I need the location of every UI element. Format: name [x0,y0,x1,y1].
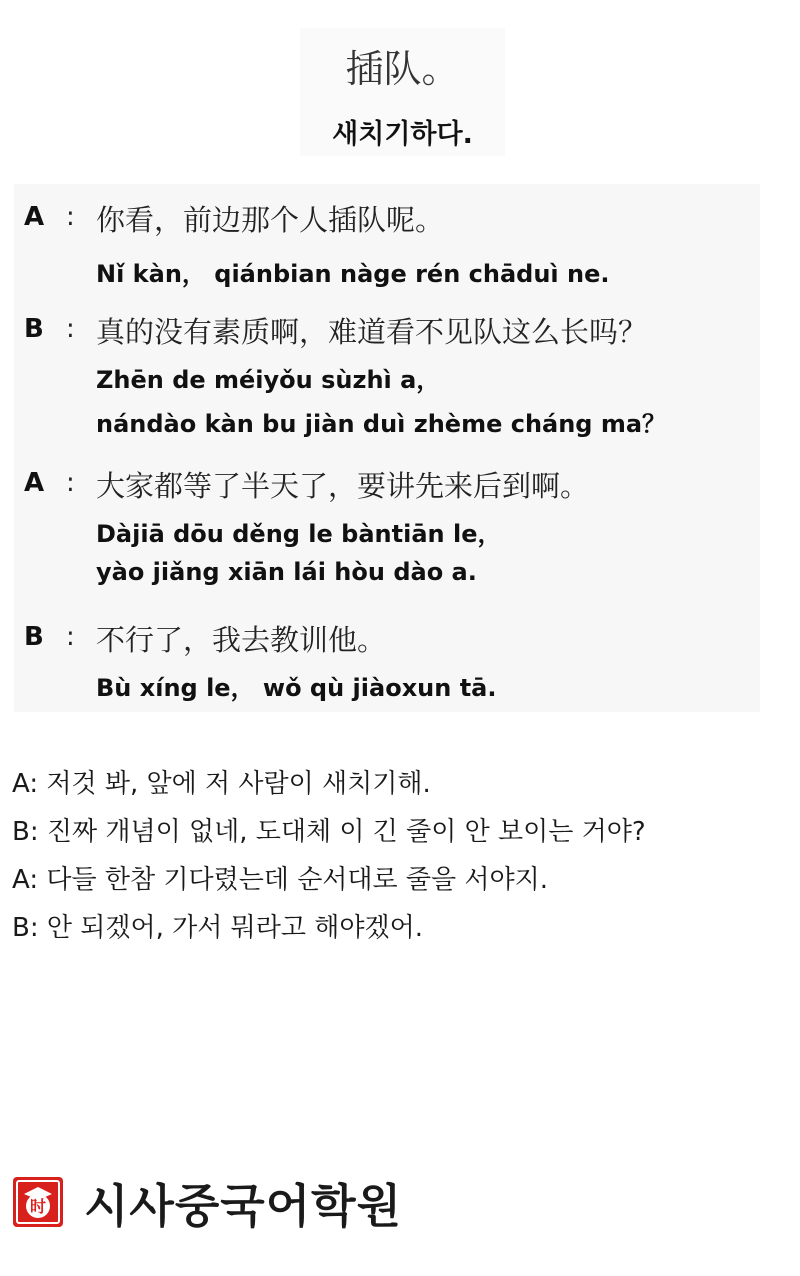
translation-line: A: 저것 봐, 앞에 저 사람이 새치기해. [12,769,431,799]
speaker-label: A [24,468,45,498]
title-korean: 새치기하다. [332,119,473,150]
pinyin-line: Nǐ kàn， qiánbian nàge rén chāduì ne. [96,260,610,288]
dialogue-box [14,184,760,712]
pinyin-line: nándào kàn bu jiàn duì zhème cháng ma？ [96,410,667,438]
academy-name: 시사중국어학원 [84,1179,403,1233]
speaker-colon: : [66,202,75,232]
title-box [300,28,505,156]
speaker-label: B [24,622,44,652]
chinese-line: 大家都等了半天了，要讲先来后到啊。 [96,469,590,503]
pinyin-line: Dàjiā dōu děng le bàntiān le， [96,520,502,548]
translation-line: A: 다들 한참 기다렸는데 순서대로 줄을 서야지. [12,865,549,895]
logo-mark-text: 时 [29,1197,47,1216]
pinyin-line: Bù xíng le， wǒ qù jiàoxun tā. [96,674,497,702]
translation-line: B: 안 되겠어, 가서 뭐라고 해야겠어. [12,913,423,943]
academy-logo-icon [12,1176,64,1228]
speaker-colon: : [66,314,75,344]
speaker-colon: : [66,622,75,652]
chinese-line: 你看，前边那个人插队呢。 [96,203,445,237]
academy-logo [12,1170,432,1232]
title-chinese: 插队。 [345,47,460,91]
speaker-label: A [24,202,45,232]
speaker-colon: : [66,468,75,498]
translation-line: B: 진짜 개념이 없네, 도대체 이 긴 줄이 안 보이는 거야? [12,817,646,847]
pinyin-line: yào jiǎng xiān lái hòu dào a. [96,558,477,586]
korean-translation [12,760,792,952]
chinese-line: 不行了，我去教训他。 [96,623,387,657]
chinese-line: 真的没有素质啊，难道看不见队这么长吗？ [96,315,648,349]
speaker-label: B [24,314,44,344]
pinyin-line: Zhēn de méiyǒu sùzhì a， [96,366,441,394]
